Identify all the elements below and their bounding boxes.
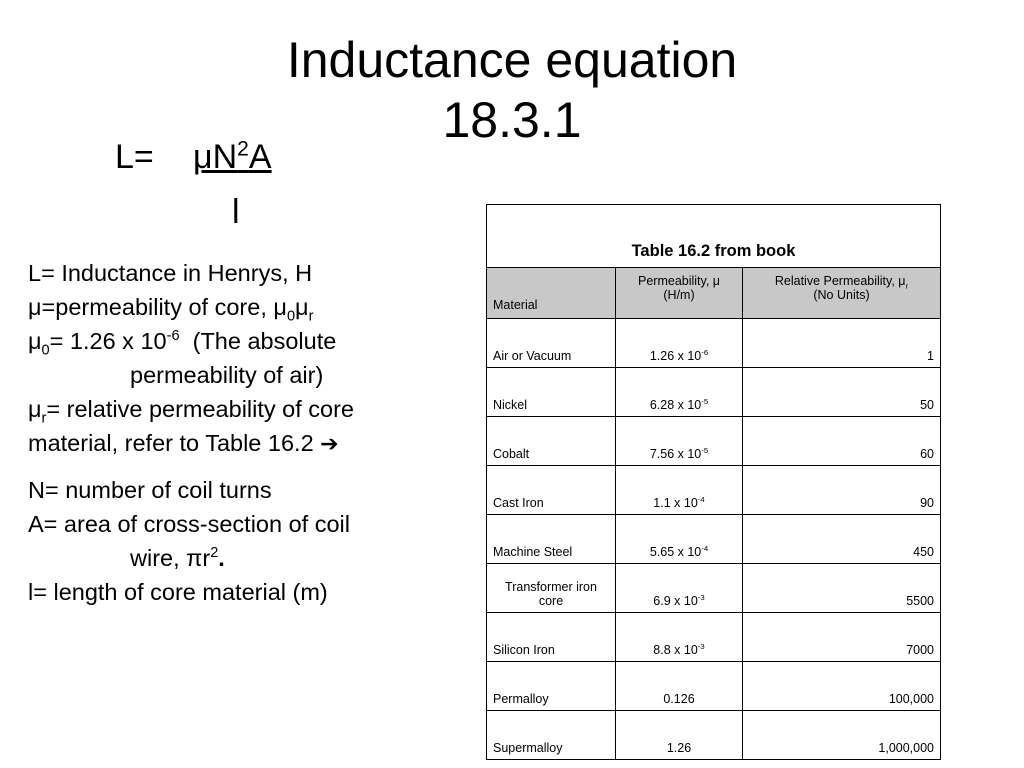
- permeability-table-grid: [486, 204, 941, 760]
- cell-permeability: [616, 466, 743, 515]
- table-row: [487, 319, 941, 368]
- perm-base: 8.8 x 10: [653, 643, 698, 657]
- cell-material: Cobalt: [487, 417, 616, 466]
- cell-material: Silicon Iron: [487, 613, 616, 662]
- table-row: [487, 613, 941, 662]
- header-relative-permeability: [743, 268, 941, 319]
- cell-material: Permalloy: [487, 662, 616, 711]
- formula-lhs: L=: [115, 138, 154, 176]
- cell-material: Supermalloy: [487, 711, 616, 760]
- perm-exp: -3: [697, 641, 705, 651]
- perm-exp: -4: [701, 543, 709, 553]
- cell-permeability: [616, 417, 743, 466]
- slide-title: [0, 30, 1024, 150]
- def-length: l= length of core material (m): [28, 579, 328, 605]
- def-mur-cont-text: material, refer to Table 16.2: [28, 430, 321, 456]
- cell-permeability: [616, 368, 743, 417]
- perm-base: 1.1 x 10: [653, 496, 698, 510]
- perm-exp: -5: [701, 445, 709, 455]
- table-row: [487, 417, 941, 466]
- cell-relative: 1,000,000: [743, 711, 941, 760]
- perm-base: 0.126: [663, 692, 695, 706]
- perm-exp: -6: [701, 347, 709, 357]
- table-row: [487, 515, 941, 564]
- formula-mu-n: μN: [193, 138, 238, 176]
- def-mu0-symbol: μ: [28, 328, 42, 354]
- def-permeability-text: μ=permeability of core, μ: [28, 294, 287, 320]
- perm-exp: -5: [701, 396, 709, 406]
- def-mu: μ: [295, 294, 309, 320]
- def-mu-zero: [28, 324, 468, 358]
- cell-relative: 90: [743, 466, 941, 515]
- perm-base: 5.65 x 10: [649, 545, 702, 559]
- def-sub-r: r: [308, 308, 314, 325]
- cell-relative: 5500: [743, 564, 941, 613]
- def-mur-sub: r: [41, 410, 47, 427]
- table-row: [487, 662, 941, 711]
- def-mur-symbol: μ: [28, 396, 42, 422]
- header-material: Material: [487, 268, 616, 319]
- def-area-formula: wire, πr: [130, 545, 211, 571]
- def-permeability: [28, 290, 468, 324]
- perm-base: 1.26 x 10: [649, 349, 702, 363]
- cell-material: Cast Iron: [487, 466, 616, 515]
- cell-permeability: [616, 613, 743, 662]
- perm-exp: -3: [697, 592, 705, 602]
- formula-area: A: [248, 138, 272, 176]
- cell-relative: 60: [743, 417, 941, 466]
- cell-permeability: [616, 319, 743, 368]
- table-header-row: [487, 268, 941, 319]
- header-rel-sub: r: [905, 281, 909, 291]
- title-line-2: 18.3.1: [442, 92, 582, 148]
- formula-exponent: 2: [237, 137, 249, 161]
- cell-material: Nickel: [487, 368, 616, 417]
- def-turns: N= number of coil turns: [28, 477, 272, 503]
- material-line1: Transformer iron: [505, 580, 597, 594]
- perm-base: 6.9 x 10: [653, 594, 698, 608]
- permeability-table: [486, 204, 941, 755]
- formula-denominator: l: [232, 193, 240, 231]
- def-area: A= area of cross-section of coil: [28, 511, 350, 537]
- header-permeability: [616, 268, 743, 319]
- cell-material: Machine Steel: [487, 515, 616, 564]
- header-permeability-line1: Permeability, μ: [638, 274, 720, 288]
- material-line2: core: [538, 594, 564, 608]
- cell-permeability: [616, 515, 743, 564]
- table-row: [487, 564, 941, 613]
- title-line-1: Inductance equation: [286, 32, 738, 88]
- table-row: [487, 711, 941, 760]
- cell-relative: 450: [743, 515, 941, 564]
- cell-permeability: [616, 711, 743, 760]
- header-rel-line1: Relative Permeability, μ: [774, 274, 906, 288]
- table-row: [487, 466, 941, 515]
- definitions-list: [28, 256, 468, 609]
- def-mur-text: = relative permeability of core: [46, 396, 355, 422]
- cell-relative: 100,000: [743, 662, 941, 711]
- header-rel-line2: (No Units): [813, 288, 870, 302]
- formula-numerator: [193, 138, 272, 177]
- header-permeability-line2: (H/m): [663, 288, 695, 302]
- table-row: [487, 368, 941, 417]
- cell-material: Air or Vacuum: [487, 319, 616, 368]
- def-mu0-note: (The absolute: [179, 328, 337, 354]
- cell-permeability: [616, 564, 743, 613]
- cell-relative: 7000: [743, 613, 941, 662]
- perm-base: 6.28 x 10: [649, 398, 702, 412]
- def-mu-r: [28, 392, 468, 426]
- cell-relative: 1: [743, 319, 941, 368]
- def-mu-r-cont: [28, 426, 468, 461]
- def-area-exp: 2: [210, 545, 219, 562]
- def-area-cont: [28, 541, 468, 575]
- def-inductance: L= Inductance in Henrys, H: [28, 260, 313, 286]
- cell-permeability: [616, 662, 743, 711]
- def-mu0-value: = 1.26 x 10: [49, 328, 167, 354]
- table-caption-row: [487, 205, 941, 268]
- def-mu-zero-cont: permeability of air): [130, 362, 324, 388]
- perm-base: 1.26: [666, 741, 692, 755]
- perm-exp: -4: [697, 494, 705, 504]
- cell-relative: 50: [743, 368, 941, 417]
- perm-base: 7.56 x 10: [649, 447, 702, 461]
- cell-material: [487, 564, 616, 613]
- def-mu0-sub: 0: [41, 342, 50, 359]
- def-mu0-exp: -6: [166, 328, 180, 345]
- def-area-period: .: [218, 545, 225, 571]
- arrow-right-icon: ➔: [320, 431, 339, 456]
- table-caption: Table 16.2 from book: [487, 205, 941, 268]
- def-sub-0: 0: [286, 308, 296, 325]
